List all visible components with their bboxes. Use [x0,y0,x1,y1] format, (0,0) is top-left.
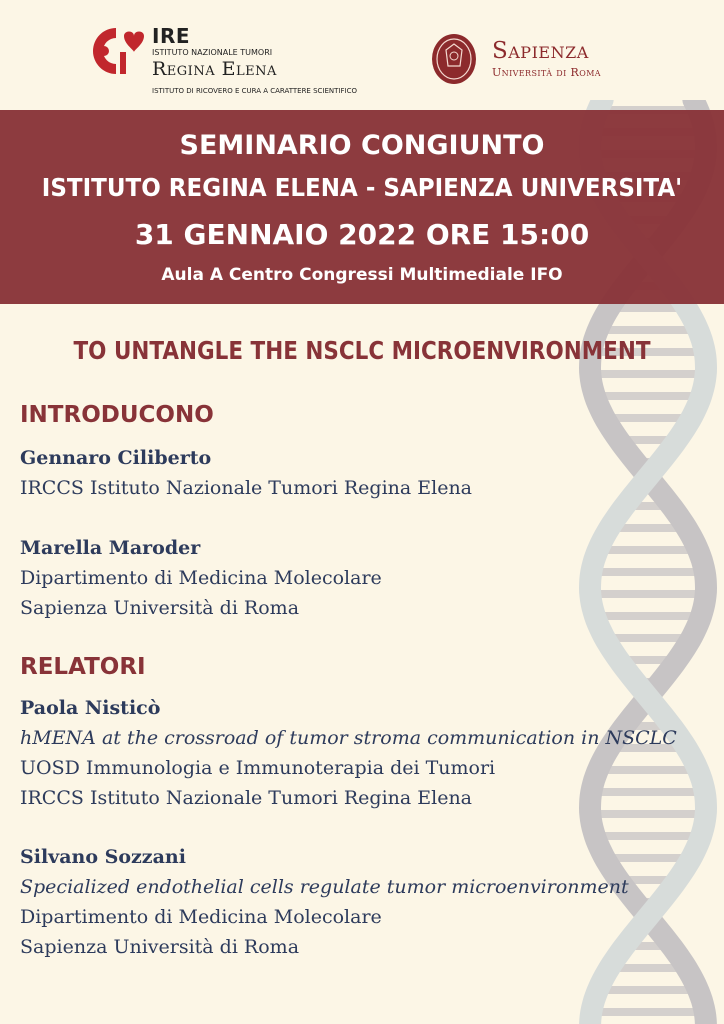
speaker-name: Paola Nisticò [20,697,161,719]
sapienza-subtitle: Università di Roma [492,66,601,79]
speaker-affiliation: Dipartimento di Medicina Molecolare [20,567,382,589]
ire-name: Regina Elena [152,58,277,80]
introducono-heading: INTRODUCONO [20,402,214,428]
speaker-block [20,443,472,503]
sapienza-seal-icon [430,32,478,86]
speaker-name: Silvano Sozzani [20,846,186,868]
banner-venue: Aula A Centro Congressi Multimediale IFO [161,265,563,285]
speaker-affiliation: IRCCS Istituto Nazionale Tumori Regina Elena [20,787,473,809]
speaker-affiliation: Sapienza Università di Roma [20,936,300,958]
speaker-name: Marella Maroder [20,537,201,559]
speaker-affiliation: Sapienza Università di Roma [20,597,300,619]
speaker-block [20,842,629,962]
talk-title: Specialized endothelial cells regulate tumor microenvironment [20,876,629,898]
relatori-heading: RELATORI [20,654,146,680]
event-banner [0,110,724,304]
banner-date: 31 GENNAIO 2022 ORE 15:00 [134,218,590,251]
speaker-block [20,533,382,623]
speaker-affiliation: Dipartimento di Medicina Molecolare [20,906,382,928]
header-logos [0,0,724,110]
ire-logo-mark [90,22,146,80]
speaker-name: Gennaro Ciliberto [20,447,212,469]
speaker-affiliation: IRCCS Istituto Nazionale Tumori Regina Elena [20,477,473,499]
sapienza-name: Sapienza [492,38,589,64]
ire-acronym: IRE [152,24,191,48]
ire-subtitle: ISTITUTO DI RICOVERO E CURA A CARATTERE SCIENTIFICO [152,87,357,95]
banner-institutions: ISTITUTO REGINA ELENA - SAPIENZA UNIVERSITA' [41,173,683,202]
seminar-title: TO UNTANGLE THE NSCLC MICROENVIRONMENT [73,336,651,365]
speaker-block [20,693,677,813]
talk-title: hMENA at the crossroad of tumor stroma communication in NSCLC [20,727,677,749]
banner-title: SEMINARIO CONGIUNTO [179,130,545,161]
speaker-affiliation: UOSD Immunologia e Immunoterapia dei Tumori [20,757,496,779]
ire-institute-line: ISTITUTO NAZIONALE TUMORI [152,48,273,57]
